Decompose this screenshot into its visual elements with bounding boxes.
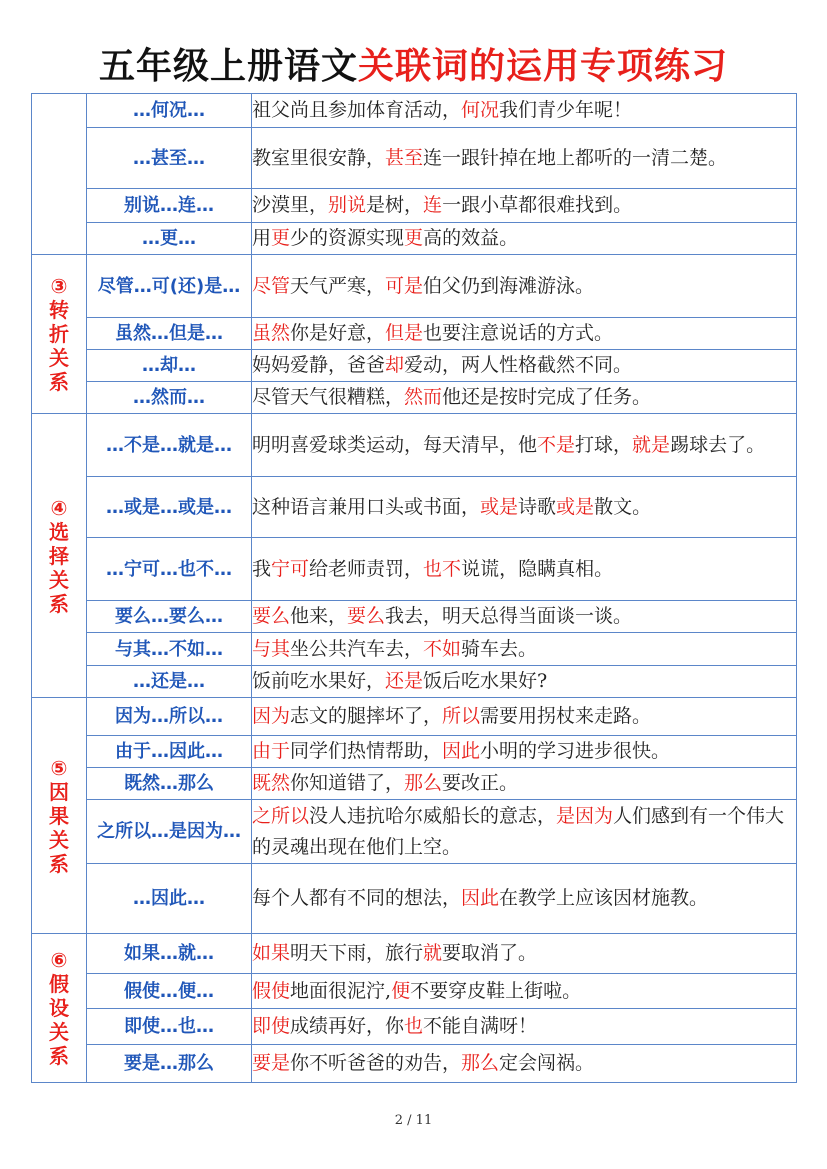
conjunction-cell: …然而… (87, 382, 252, 414)
table-row (32, 736, 797, 768)
example-cell (252, 94, 797, 128)
highlighted-conjunction: 也 (404, 1015, 424, 1037)
highlighted-conjunction: 要是 (252, 1052, 291, 1074)
conjunction-cell: 与其…不如… (87, 633, 252, 666)
example-text: 散文。 (594, 495, 652, 518)
category-label: ③ 转 折 关 系 (49, 274, 69, 394)
example-text: 说谎，隐瞒真相。 (461, 557, 614, 580)
highlighted-conjunction: 却 (385, 354, 405, 376)
category-cell (32, 414, 87, 698)
highlighted-conjunction: 宁可 (271, 557, 310, 580)
example-text: 要改正。 (442, 772, 519, 794)
example-text: 我们青少年呢！ (499, 99, 633, 121)
example-text: 你知道错了， (290, 772, 405, 794)
example-cell (252, 800, 797, 864)
example-cell (252, 350, 797, 382)
highlighted-conjunction: 甚至 (385, 146, 424, 169)
example-cell (252, 1045, 797, 1083)
table-row (32, 666, 797, 698)
example-text: 不要穿皮鞋上街啦。 (410, 979, 582, 1002)
example-text: 我 (252, 557, 272, 580)
table-row (32, 538, 797, 601)
highlighted-conjunction: 不如 (423, 637, 462, 660)
example-cell (252, 698, 797, 736)
example-cell (252, 382, 797, 414)
example-cell (252, 223, 797, 255)
example-text: 没人违抗哈尔威船长的意志， (309, 804, 557, 827)
category-cell (32, 698, 87, 934)
example-text: 要取消了。 (442, 942, 538, 964)
example-text: 我去，明天总得当面谈一谈。 (385, 605, 633, 627)
title-black: 五年级上册语文 (98, 46, 358, 87)
conjunction-cell: 假使…便… (87, 974, 252, 1009)
table-row (32, 800, 797, 864)
example-text: 沙漠里， (252, 194, 329, 216)
highlighted-conjunction: 然而 (404, 386, 443, 408)
table-row (32, 382, 797, 414)
example-text: 教室里很安静， (252, 146, 386, 169)
table-row (32, 934, 797, 974)
table-row (32, 633, 797, 666)
conjunction-cell: …或是…或是… (87, 477, 252, 538)
table-row (32, 350, 797, 382)
example-text: 人们感到有一个伟大的灵魂出现在他们上空。 (252, 804, 785, 858)
table-row (32, 414, 797, 477)
example-text: 每个人都有不同的想法， (252, 887, 462, 909)
table-row (32, 255, 797, 318)
example-text: 你不听爸爸的劝告， (290, 1052, 462, 1074)
category-cell (32, 94, 87, 255)
example-cell (252, 318, 797, 350)
highlighted-conjunction: 如果 (252, 942, 291, 964)
highlighted-conjunction: 是因为 (556, 804, 614, 827)
example-text: 少的资源实现 (290, 227, 405, 249)
conjunction-cell: 虽然…但是… (87, 318, 252, 350)
example-text: 他来， (290, 605, 348, 627)
example-text: 这种语言兼用口头或书面， (252, 495, 481, 518)
example-text: 志文的腿摔坏了， (290, 705, 443, 727)
highlighted-conjunction: 之所以 (252, 804, 310, 827)
example-cell (252, 189, 797, 223)
example-cell (252, 255, 797, 318)
highlighted-conjunction: 可是 (385, 274, 424, 297)
table-row (32, 1045, 797, 1083)
highlighted-conjunction: 更 (271, 227, 291, 249)
example-text: 定会闯祸。 (499, 1052, 595, 1074)
conjunction-cell: …更… (87, 223, 252, 255)
example-text: 饭前吃水果好， (252, 670, 386, 692)
highlighted-conjunction: 那么 (461, 1052, 500, 1074)
highlighted-conjunction: 虽然 (252, 322, 291, 344)
category-label: ⑤ 因 果 关 系 (49, 755, 69, 876)
page-number: 2 / 11 (394, 1113, 433, 1128)
table-row (32, 94, 797, 128)
conjunction-cell: 既然…那么 (87, 768, 252, 800)
example-cell (252, 736, 797, 768)
example-text: 在教学上应该因材施教。 (499, 887, 709, 909)
example-text: 给老师责罚， (309, 557, 424, 580)
highlighted-conjunction: 便 (391, 979, 411, 1002)
highlighted-conjunction: 连 (423, 194, 443, 216)
example-text: 一跟小草都很难找到。 (442, 194, 633, 216)
conjunction-cell: …宁可…也不… (87, 538, 252, 601)
example-cell (252, 768, 797, 800)
example-cell (252, 934, 797, 974)
example-cell (252, 633, 797, 666)
table-row (32, 223, 797, 255)
highlighted-conjunction: 但是 (385, 322, 424, 344)
example-text: 他还是按时完成了任务。 (442, 386, 652, 408)
table-row (32, 974, 797, 1009)
example-text: 诗歌 (518, 495, 557, 518)
highlighted-conjunction: 还是 (385, 670, 424, 692)
table-row (32, 864, 797, 934)
table-row (32, 189, 797, 223)
example-text: 打球， (575, 433, 633, 456)
example-text: 坐公共汽车去， (290, 637, 424, 660)
highlighted-conjunction: 更 (404, 227, 424, 249)
category-cell (32, 934, 87, 1083)
category-label: ④ 选 择 关 系 (49, 495, 69, 616)
conjunction-cell: …何况… (87, 94, 252, 128)
table-row (32, 601, 797, 633)
example-text: 同学们热情帮助， (290, 740, 443, 762)
highlighted-conjunction: 因为 (252, 705, 291, 727)
example-text: 是树， (366, 194, 424, 216)
example-text: 高的效益。 (423, 227, 519, 249)
highlighted-conjunction: 别说 (328, 194, 367, 216)
example-text: 尽管天气很糟糕， (252, 386, 405, 408)
conjunction-cell: 要是…那么 (87, 1045, 252, 1083)
page-title (0, 38, 827, 89)
highlighted-conjunction: 所以 (442, 705, 481, 727)
table-row (32, 477, 797, 538)
example-text: 地面很泥泞, (290, 979, 392, 1002)
example-text: 爱动，两人性格截然不同。 (404, 354, 633, 376)
category-label: ⑥ 假 设 关 系 (49, 948, 69, 1068)
example-text: 成绩再好，你 (290, 1015, 405, 1037)
highlighted-conjunction: 因此 (442, 740, 481, 762)
example-text: 也要注意说话的方式。 (423, 322, 614, 344)
title-red: 关联词的运用专项练习 (358, 46, 729, 87)
conjunction-cell: 如果…就… (87, 934, 252, 974)
example-text: 踢球去了。 (670, 433, 766, 456)
table-row (32, 1009, 797, 1045)
conjunction-cell: 即使…也… (87, 1009, 252, 1045)
highlighted-conjunction: 或是 (480, 495, 519, 518)
example-cell (252, 601, 797, 633)
example-cell (252, 666, 797, 698)
example-text: 需要用拐杖来走路。 (480, 705, 652, 727)
table-row (32, 318, 797, 350)
table-body (32, 94, 797, 1083)
conjunction-table (31, 93, 797, 1083)
highlighted-conjunction: 尽管 (252, 274, 291, 297)
conjunction-cell: 别说…连… (87, 189, 252, 223)
example-text: 骑车去。 (461, 637, 538, 660)
example-text: 祖父尚且参加体育活动， (252, 99, 462, 121)
conjunction-cell: …不是…就是… (87, 414, 252, 477)
highlighted-conjunction: 也不 (423, 557, 462, 580)
conjunction-cell: 尽管…可(还)是… (87, 255, 252, 318)
conjunction-cell: 因为…所以… (87, 698, 252, 736)
conjunction-cell: …因此… (87, 864, 252, 934)
example-text: 天气严寒， (290, 274, 386, 297)
example-cell (252, 974, 797, 1009)
conjunction-cell: 之所以…是因为… (87, 800, 252, 864)
highlighted-conjunction: 即使 (252, 1015, 291, 1037)
highlighted-conjunction: 何况 (461, 99, 500, 121)
conjunction-cell: …却… (87, 350, 252, 382)
conjunction-cell: 由于…因此… (87, 736, 252, 768)
highlighted-conjunction: 与其 (252, 637, 291, 660)
example-cell (252, 538, 797, 601)
highlighted-conjunction: 不是 (537, 433, 576, 456)
example-text: 不能自满呀！ (423, 1015, 538, 1037)
example-cell (252, 414, 797, 477)
example-cell (252, 477, 797, 538)
example-cell (252, 1009, 797, 1045)
highlighted-conjunction: 要么 (252, 605, 291, 627)
conjunction-cell: …甚至… (87, 128, 252, 189)
highlighted-conjunction: 假使 (252, 979, 291, 1002)
example-text: 伯父仍到海滩游泳。 (423, 274, 595, 297)
example-text: 明明喜爱球类运动，每天清早，他 (252, 433, 538, 456)
highlighted-conjunction: 就是 (632, 433, 671, 456)
example-text: 连一跟针掉在地上都听的一清二楚。 (423, 146, 728, 169)
example-text: 饭后吃水果好? (423, 670, 548, 692)
example-cell (252, 864, 797, 934)
highlighted-conjunction: 由于 (252, 740, 291, 762)
example-text: 小明的学习进步很快。 (480, 740, 671, 762)
highlighted-conjunction: 因此 (461, 887, 500, 909)
highlighted-conjunction: 那么 (404, 772, 443, 794)
conjunction-cell: 要么…要么… (87, 601, 252, 633)
highlighted-conjunction: 既然 (252, 772, 291, 794)
table-row (32, 128, 797, 189)
example-text: 用 (252, 227, 272, 249)
highlighted-conjunction: 就 (423, 942, 443, 964)
example-text: 你是好意， (290, 322, 386, 344)
conjunction-cell: …还是… (87, 666, 252, 698)
example-text: 明天下雨，旅行 (290, 942, 424, 964)
table-row (32, 698, 797, 736)
highlighted-conjunction: 要么 (347, 605, 386, 627)
example-cell (252, 128, 797, 189)
table-row (32, 768, 797, 800)
category-cell (32, 255, 87, 414)
highlighted-conjunction: 或是 (556, 495, 595, 518)
example-text: 妈妈爱静，爸爸 (252, 354, 386, 376)
